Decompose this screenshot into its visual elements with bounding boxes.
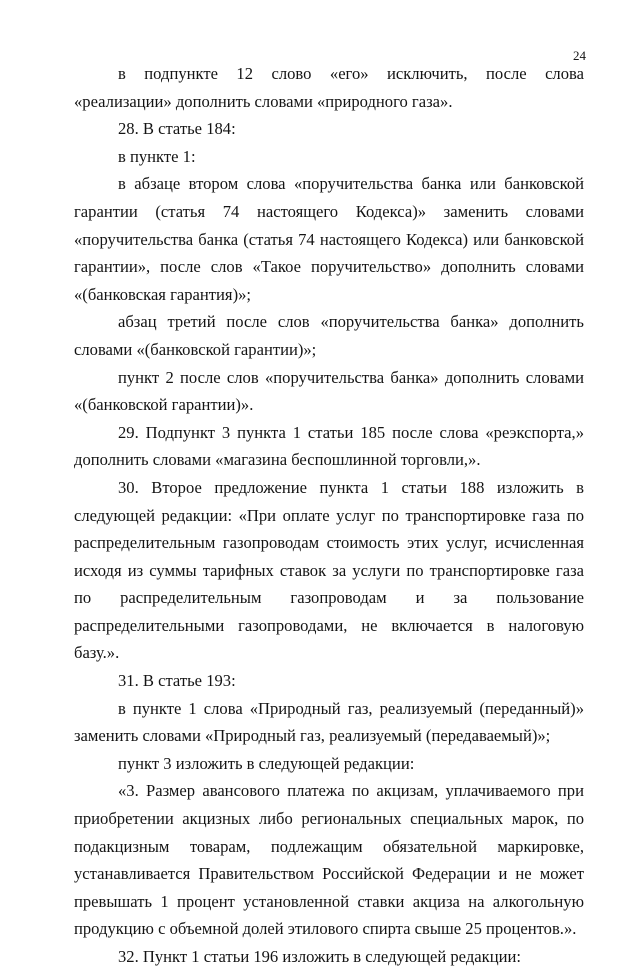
paragraph: «3. Размер авансового платежа по акцизам, уплачиваемого при приобретении акцизных либо региональных специальных марок, по подакцизным товарам, подлежащим обязательной маркировке, устанавливается Правительством Российской Федерации и не может превышать 1 процент установленной ставки акциза на алкогольную продукцию с объемной долей этилового спирта свыше 25 процентов.».: [74, 781, 584, 939]
paragraph: 28. В статье 184:: [118, 119, 236, 139]
paragraph: в пункте 1 слова «Природный газ, реализуемый (переданный)» заменить словами «Природный газ, реализуемый (передаваемый)»;: [74, 698, 584, 746]
paragraph: 30. Второе предложение пункта 1 статьи 188 изложить в следующей редакции: «При оплате услуг по транспортировке газа по распределительным газопроводам стоимость этих услуг, исчисленная исходя из суммы тарифных ставок за услуги по транспортировке газа по распределительным газопроводам и за пользование распределительными газопроводами, не включается в налоговую базу.».: [74, 477, 584, 663]
paragraph: пункт 2 после слов «поручительства банка» дополнить словами «(банковской гарантии)».: [74, 367, 584, 415]
paragraph: 32. Пункт 1 статьи 196 изложить в следующей редакции:: [118, 947, 521, 966]
paragraph: пункт 3 изложить в следующей редакции:: [118, 753, 415, 773]
paragraph: в абзаце втором слова «поручительства банка или банковской гарантии (статья 74 настоящего Кодекса)» заменить словами «поручительства банка (статья 74 настоящего Кодекса) или банковской гарантии», после слов «Такое поручительство» дополнить словами «(банковская гарантия)»;: [74, 174, 584, 304]
paragraph: 31. В статье 193:: [118, 671, 236, 691]
paragraph: абзац третий после слов «поручительства банка» дополнить словами «(банковской гарантии)»;: [74, 312, 584, 359]
paragraph: 29. Подпункт 3 пункта 1 статьи 185 после слова «реэкспорта,» дополнить словами «магазина беспошлинной торговли,».: [74, 422, 584, 470]
paragraph: в подпункте 12 слово «его» исключить, после слова «реализации» дополнить словами «природного газа».: [74, 64, 584, 111]
document-body: [74, 60, 584, 971]
paragraph: в пункте 1:: [118, 146, 196, 166]
page-number: 24: [573, 48, 586, 63]
